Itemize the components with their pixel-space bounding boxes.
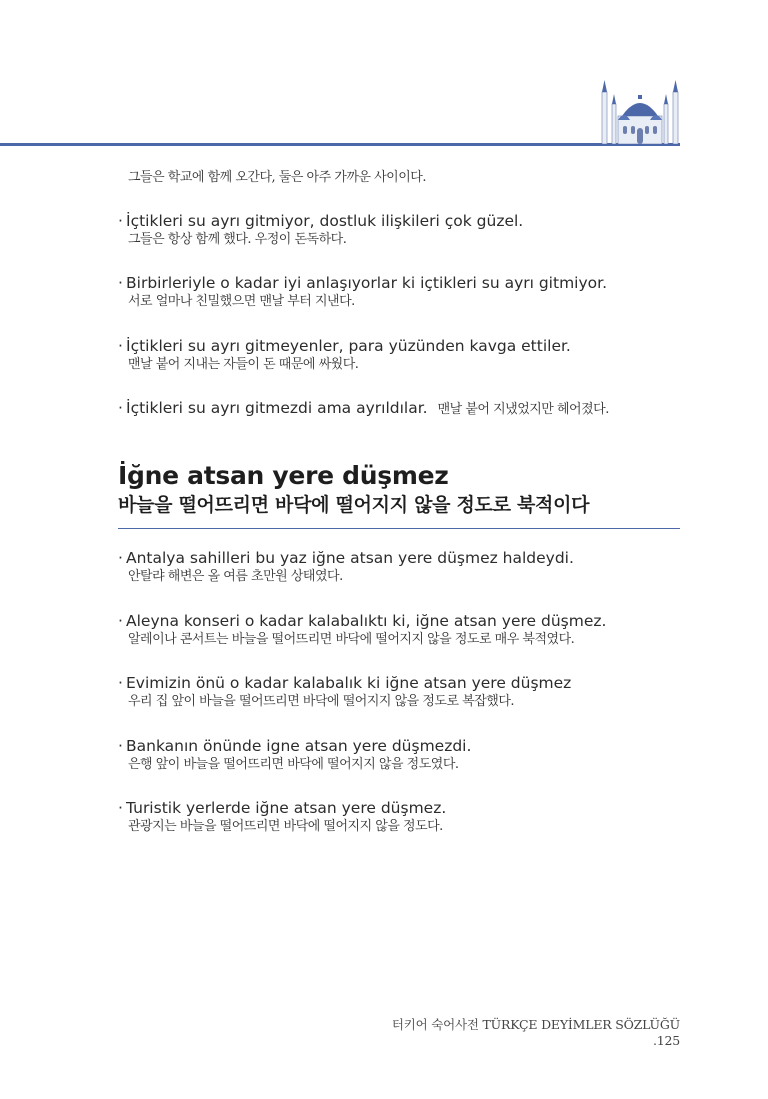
example-turkish: Evimizin önü o kadar kalabalık ki iğne atsan yere düşmez: [126, 674, 572, 692]
example-item: [118, 736, 471, 774]
example-turkish: Birbirleriyle o kadar iyi anlaşıyorlar ki içtikleri su ayrı gitmiyor.: [126, 274, 608, 292]
header-rule: [0, 143, 680, 146]
example-item: [118, 673, 571, 711]
example-korean: 서로 얼마나 친밀했으면 맨날 부터 지낸다.: [128, 294, 355, 309]
page-footer: [380, 1015, 680, 1048]
example-korean: 안탈랴 해변은 올 여름 초만원 상태였다.: [128, 569, 343, 584]
example-turkish: Aleyna konseri o kadar kalabalıktı ki, iğne atsan yere düşmez.: [126, 612, 607, 630]
example-korean: 그들은 항상 함께 했다. 우정이 돈독하다.: [128, 232, 347, 247]
example-item: [118, 398, 609, 418]
bullet: ·: [118, 737, 123, 755]
idiom-title-turkish: İğne atsan yere düşmez: [118, 461, 449, 490]
bullet: ·: [118, 612, 123, 630]
heading-rule: [118, 528, 680, 529]
example-turkish: Bankanın önünde igne atsan yere düşmezdi.: [126, 737, 472, 755]
example-turkish: İçtikleri su ayrı gitmezdi ama ayrıldılar.: [126, 399, 428, 417]
bullet: ·: [118, 674, 123, 692]
example-item: [118, 548, 574, 586]
example-korean: 맨날 붙어 지냈었지만 헤어졌다.: [437, 402, 609, 417]
example-turkish: İçtikleri su ayrı gitmeyenler, para yüzünden kavga ettiler.: [126, 337, 571, 355]
example-korean: 우리 집 앞이 바늘을 떨어뜨리면 바닥에 떨어지지 않을 정도로 복잡했다.: [128, 694, 515, 709]
example-turkish: Turistik yerlerde iğne atsan yere düşmez.: [126, 799, 447, 817]
example-turkish: İçtikleri su ayrı gitmiyor, dostluk ilişkileri çok güzel.: [126, 212, 524, 230]
bullet: ·: [118, 549, 123, 567]
example-item: [118, 336, 571, 374]
example-item: [118, 798, 446, 836]
book-title: 터키어 숙어사전 TÜRKÇE DEYİMLER SÖZLÜĞÜ: [391, 1017, 680, 1032]
lead-translation: 그들은 학교에 함께 오간다, 둘은 아주 가까운 사이이다.: [128, 170, 426, 185]
example-item: [118, 211, 523, 249]
idiom-title-korean: 바늘을 떨어뜨리면 바닥에 떨어지지 않을 정도로 북적이다: [118, 494, 590, 516]
mosque-icon: [598, 78, 682, 144]
example-korean: 알레이나 콘서트는 바늘을 떨어뜨리면 바닥에 떨어지지 않을 정도로 매우 북적였다.: [128, 632, 575, 647]
bullet: ·: [118, 799, 123, 817]
page-number: .125: [652, 1033, 680, 1048]
idiom-heading: [118, 460, 680, 518]
example-korean: 은행 앞이 바늘을 떨어뜨리면 바닥에 떨어지지 않을 정도였다.: [128, 757, 459, 772]
bullet: ·: [118, 399, 123, 417]
example-item: [118, 611, 606, 649]
example-item: [118, 273, 607, 311]
example-turkish: Antalya sahilleri bu yaz iğne atsan yere düşmez haldeydi.: [126, 549, 574, 567]
example-korean: 관광지는 바늘을 떨어뜨리면 바닥에 떨어지지 않을 정도다.: [128, 819, 443, 834]
bullet: ·: [118, 274, 123, 292]
example-korean: 맨날 붙어 지내는 자들이 돈 때문에 싸웠다.: [128, 357, 359, 372]
bullet: ·: [118, 337, 123, 355]
bullet: ·: [118, 212, 123, 230]
